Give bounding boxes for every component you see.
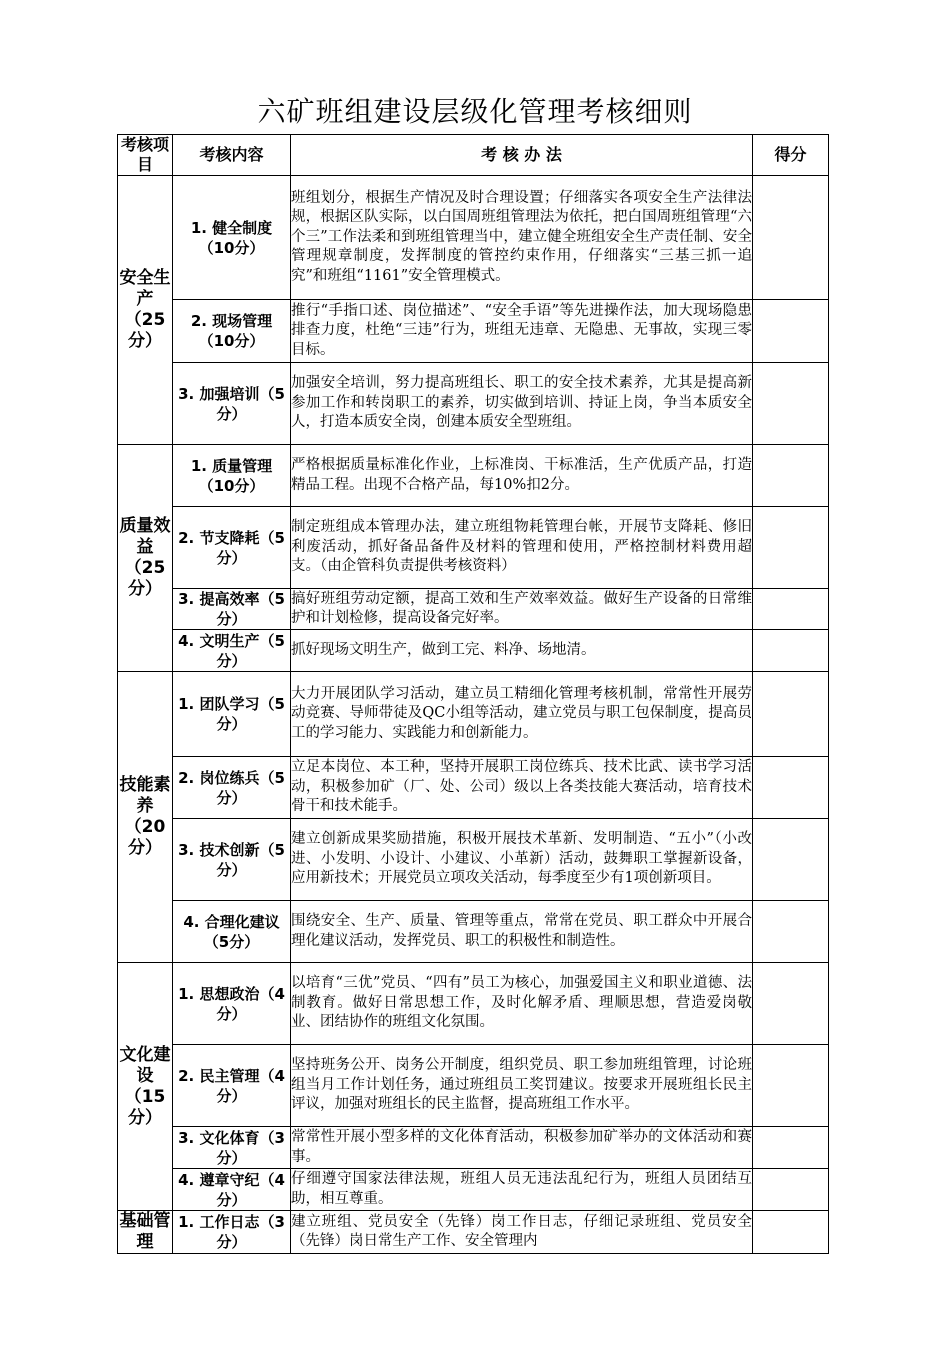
category-cell: 安全生产（25分）: [118, 176, 173, 445]
content-cell: 1. 思想政治（4分）: [173, 963, 291, 1045]
method-cell: 大力开展团队学习活动，建立员工精细化管理考核机制，常常性开展劳动竞赛、导师带徒及QC小组等活动，建立党员与职工包保制度，提高员工的学习能力、实践能力和创新能力。: [291, 672, 753, 757]
table-row: [118, 363, 829, 445]
score-cell[interactable]: [753, 757, 829, 819]
content-cell: 3. 文化体育（3分）: [173, 1127, 291, 1169]
method-cell: 坚持班务公开、岗务公开制度，组织党员、职工参加班组管理，讨论班组当月工作计划任务，通过班组员工奖罚建议。按要求开展班组长民主评议，加强对班组长的民主监督，提高班组工作水平。: [291, 1045, 753, 1127]
table-row: [118, 589, 829, 630]
method-cell: 制定班组成本管理办法，建立班组物耗管理台帐，开展节支降耗、修旧利废活动，抓好备品备件及材料的管理和使用，严格控制材料费用超支。（由企管科负责提供考核资料）: [291, 507, 753, 589]
content-cell: 4. 文明生产（5分）: [173, 630, 291, 672]
method-cell: 建立创新成果奖励措施，积极开展技术革新、发明制造、“五小”（小改进、小发明、小设计、小建议、小革新）活动，鼓舞职工掌握新设备，应用新技术；开展党员立项攻关活动，每季度至少有1项创新项目。: [291, 819, 753, 901]
header-content: 考核内容: [173, 135, 291, 176]
table-row: [118, 901, 829, 963]
category-cell: 质量效益（25分）: [118, 445, 173, 672]
content-cell: 2. 岗位练兵（5分）: [173, 757, 291, 819]
table-row: [118, 445, 829, 507]
category-cell: 文化建设（15分）: [118, 963, 173, 1211]
header-row: [118, 135, 829, 176]
table-row: [118, 300, 829, 363]
method-cell: 立足本岗位、本工种，坚持开展职工岗位练兵、技术比武、读书学习活动，积极参加矿（厂、处、公司）级以上各类技能大赛活动，培育技术骨干和技术能手。: [291, 757, 753, 819]
content-cell: 4. 合理化建议（5分）: [173, 901, 291, 963]
method-cell: 搞好班组劳动定额，提高工效和生产效率效益。做好生产设备的日常维护和计划检修，提高设备完好率。: [291, 589, 753, 630]
content-cell: 1. 工作日志（3分）: [173, 1211, 291, 1254]
score-cell[interactable]: [753, 300, 829, 363]
header-score: 得分: [753, 135, 829, 176]
content-cell: 1. 健全制度（10分）: [173, 176, 291, 300]
table-row: [118, 630, 829, 672]
score-cell[interactable]: [753, 363, 829, 445]
score-cell[interactable]: [753, 672, 829, 757]
score-cell[interactable]: [753, 1127, 829, 1169]
content-cell: 1. 质量管理（10分）: [173, 445, 291, 507]
score-cell[interactable]: [753, 176, 829, 300]
table-row: [118, 176, 829, 300]
category-cell: 技能素养（20分）: [118, 672, 173, 963]
score-cell[interactable]: [753, 1169, 829, 1211]
method-cell: 建立班组、党员安全（先锋）岗工作日志，仔细记录班组、党员安全（先锋）岗日常生产工作、安全管理内: [291, 1211, 753, 1254]
document-title: 六矿班组建设层级化管理考核细则: [257, 95, 693, 128]
method-cell: 抓好现场文明生产，做到工完、料净、场地清。: [291, 630, 753, 672]
table-row: [118, 1045, 829, 1127]
method-cell: 仔细遵守国家法律法规，班组人员无违法乱纪行为，班组人员团结互助，相互尊重。: [291, 1169, 753, 1211]
score-cell[interactable]: [753, 445, 829, 507]
header-category: 考核项目: [118, 135, 173, 176]
content-cell: 3. 提高效率（5分）: [173, 589, 291, 630]
table-row: [118, 1211, 829, 1254]
content-cell: 2. 民主管理（4分）: [173, 1045, 291, 1127]
score-cell[interactable]: [753, 507, 829, 589]
category-cell: 基础管理: [119, 1211, 171, 1252]
table-row: [118, 1169, 829, 1211]
method-cell: 严格根据质量标准化作业，上标准岗、干标准活，生产优质产品，打造精品工程。出现不合格产品，每10%扣2分。: [291, 445, 753, 507]
method-cell: 以培育“三优”党员、“四有”员工为核心，加强爱国主义和职业道德、法制教育。做好日常思想工作，及时化解矛盾、理顺思想，营造爱岗敬业、团结协作的班组文化氛围。: [291, 963, 753, 1045]
content-cell: 3. 技术创新（5分）: [173, 819, 291, 901]
table-row: [118, 1127, 829, 1169]
table-row: [118, 963, 829, 1045]
score-cell[interactable]: [753, 589, 829, 630]
score-cell[interactable]: [753, 1211, 829, 1254]
table-row: [118, 507, 829, 589]
score-cell[interactable]: [753, 963, 829, 1045]
content-cell: 3. 加强培训（5分）: [173, 363, 291, 445]
score-cell[interactable]: [753, 901, 829, 963]
content-cell: 2. 节支降耗（5分）: [173, 507, 291, 589]
content-cell: 4. 遵章守纪（4分）: [173, 1169, 291, 1211]
table-row: [118, 672, 829, 757]
table-row: [118, 757, 829, 819]
method-cell: 常常性开展小型多样的文化体育活动，积极参加矿举办的文体活动和赛事。: [291, 1127, 753, 1169]
method-cell: 加强安全培训，努力提高班组长、职工的安全技术素养，尤其是提高新参加工作和转岗职工的素养，切实做到培训、持证上岗，争当本质安全人，打造本质安全岗，创建本质安全型班组。: [291, 363, 753, 445]
header-method: 考 核 办 法: [291, 135, 753, 176]
content-cell: 2. 现场管理（10分）: [173, 300, 291, 363]
table-row: [118, 819, 829, 901]
method-cell: 围绕安全、生产、质量、管理等重点，常常在党员、职工群众中开展合理化建议活动，发挥党员、职工的积极性和制造性。: [291, 901, 753, 963]
method-cell: 班组划分，根据生产情况及时合理设置；仔细落实各项安全生产法律法规，根据区队实际，以白国周班组管理法为依托，把白国周班组管理“六个三”工作法柔和到班组管理当中，建立健全班组安全生产责任制、安全管理规章制度，发挥制度的管控约束作用，仔细落实“三基三抓一追究”和班组“1161”安全管理模式。: [291, 176, 753, 300]
method-cell: 推行“手指口述、岗位描述”、“安全手语”等先进操作法，加大现场隐患排查力度，杜绝“三违”行为，班组无违章、无隐患、无事故，实现三零目标。: [291, 300, 753, 363]
score-cell[interactable]: [753, 819, 829, 901]
assessment-table: [117, 134, 829, 1254]
score-cell[interactable]: [753, 630, 829, 672]
score-cell[interactable]: [753, 1045, 829, 1127]
content-cell: 1. 团队学习（5分）: [173, 672, 291, 757]
